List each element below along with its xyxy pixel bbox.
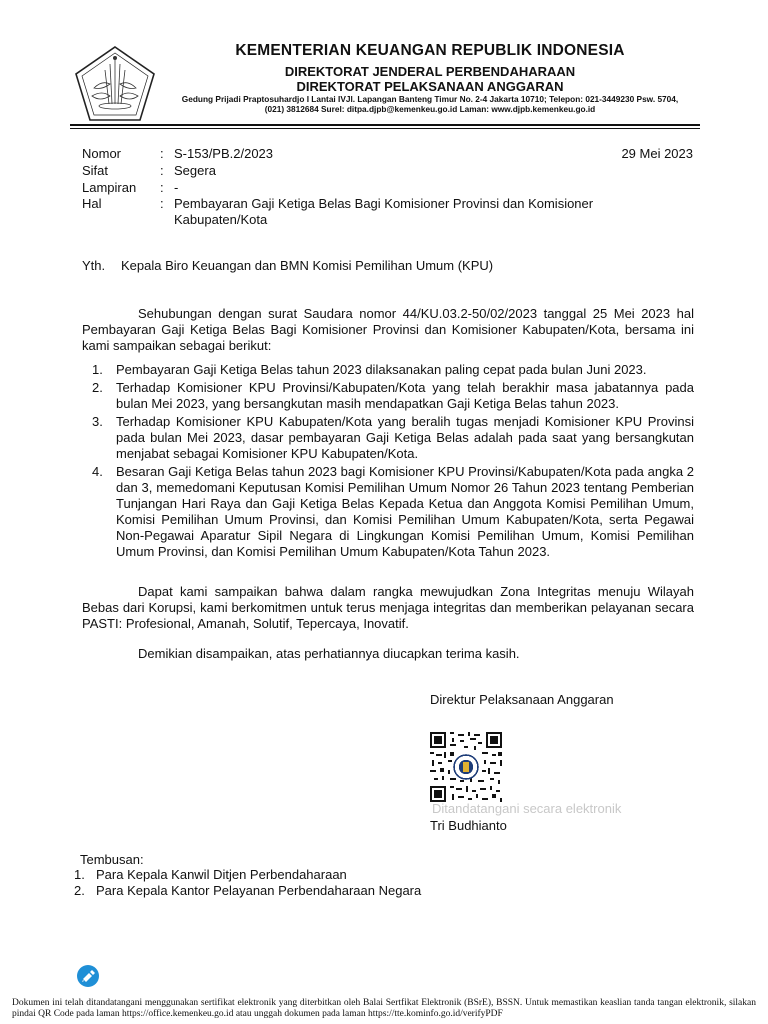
sifat-label: Sifat (82, 163, 109, 178)
cc-list (74, 867, 421, 899)
letter-date: 29 Mei 2023 (621, 146, 693, 161)
ministry-emblem-logo (72, 44, 158, 124)
ministry-name: KEMENTERIAN KEUANGAN REPUBLIK INDONESIA (235, 42, 625, 59)
sifat-colon: : (160, 163, 164, 178)
nomor-colon: : (160, 146, 164, 161)
list-item: 2. Para Kepala Kantor Pelayanan Perbendaharaan Negara (74, 883, 422, 898)
hal-value-line-2: Kabupaten/Kota (174, 212, 268, 227)
hal-value-line-1: Pembayaran Gaji Ketiga Belas Bagi Komisioner Provinsi dan Komisioner (174, 196, 594, 211)
directorate-general-name: DIREKTORAT JENDERAL PERBENDAHARAAN (284, 64, 576, 79)
recipient-prefix: Yth. (82, 258, 106, 273)
address-line-2: (021) 3812684 Surel: ditpa.djpb@kemenkeu.go.id Laman: www.djpb.kemenkeu.go.id (264, 104, 596, 114)
sifat-value: Segera (174, 163, 216, 178)
bsre-logo-icon (76, 964, 100, 988)
list-item: 4. Besaran Gaji Ketiga Belas tahun 2023 bagi Komisioner KPU Provinsi/Kabupaten/Kota pada angka 2 dan 3, memedomani Keputusan Komisi Pemilihan Umum Nomor 26 Tahun 2023 tentang Pemberian Tunjangan Hari Raya dan Gaji Ketiga Belas Kepada Ketua dan Anggota Komisi Pemilihan Umum, Komisi Pemilihan Umum Provinsi, dan Komisi Pemilihan Umum Kabupaten/Kota, serta Pegawai Non-Pegawai Aparatur Sipil Negara di Lingkungan Komisi Pemilihan Umum, Komisi Pemilihan Umum Provinsi, dan Komisi Pemilihan Umum Kabupaten/Kota Tahun 2023. (92, 464, 694, 559)
integrity-paragraph: Dapat kami sampaikan bahwa dalam rangka mewujudkan Zona Integritas menuju Wilayah Bebas dari Korupsi, kami berkomitmen untuk terus menjaga integritas dan memberikan pelayanan secara PASTI: Profesional, Amanah, Solutif, Tepercaya, Inovatif. (82, 584, 694, 631)
closing-paragraph: Demikian disampaikan, atas perhatiannya diucapkan terima kasih. (138, 646, 520, 661)
address-line-1: Gedung Prijadi Praptosuhardjo I Lantai IVJl. Lapangan Banteng Timur No. 2-4 Jakarta 10710; Telepon: 021-3449230 Psw. 5704, (181, 94, 679, 104)
signatory-title: Direktur Pelaksanaan Anggaran (430, 692, 614, 707)
hal-label: Hal (82, 196, 102, 211)
directorate-name: DIREKTORAT PELAKSANAAN ANGGARAN (296, 79, 564, 94)
lampiran-value: - (174, 180, 179, 195)
qr-code-signature[interactable] (430, 732, 502, 802)
letterhead-divider-thin (70, 128, 700, 129)
nomor-label: Nomor (82, 146, 122, 161)
list-item: 1. Para Kepala Kanwil Ditjen Perbendaharaan (74, 867, 347, 882)
footer-disclaimer: Dokumen ini telah ditandatangani menggunakan sertifikat elektronik yang diterbitkan oleh Balai Sertfikat Elektronik (BSrE), BSSN. Untuk memastikan keaslian tanda tangan elektronik, silakan pindai QR Code pada laman https://office.kemenkeu.go.id atau unggah dokumen pada laman https://tte.kominfo.go.id/verifyPDF (12, 998, 756, 1019)
list-item: 3. Terhadap Komisioner KPU Kabupaten/Kota yang beralih tugas menjadi Komisioner KPU Provinsi pada bulan Mei 2023, dasar pembayaran Gaji Ketiga Belas adalah pada saat yang bersangkutan menjabat sebagai Komisioner KPU Kabupaten/Kota. (92, 414, 694, 461)
recipient-name: Kepala Biro Keuangan dan BMN Komisi Pemilihan Umum (KPU) (121, 258, 494, 273)
signatory-name: Tri Budhianto (430, 818, 507, 833)
cc-label: Tembusan: (80, 852, 144, 867)
intro-paragraph: Sehubungan dengan surat Saudara nomor 44/KU.03.2-50/02/2023 tanggal 25 Mei 2023 hal Pembayaran Gaji Ketiga Belas Bagi Komisioner Provinsi dan Komisioner Kabupaten/Kota, bersama ini kami sampaikan sebagai berikut: (82, 306, 694, 353)
electronic-signature-note: Ditandatangani secara elektronik (432, 801, 622, 816)
nomor-value: S-153/PB.2/2023 (174, 146, 274, 161)
list-item: 2. Terhadap Komisioner KPU Provinsi/Kabupaten/Kota yang telah berakhir masa jabatannya pada bulan Mei 2023, yang bersangkutan masih mendapatkan Gaji Ketiga Belas tahun 2023. (92, 380, 694, 411)
points-list (82, 362, 694, 562)
letterhead-divider (70, 124, 700, 126)
lampiran-colon: : (160, 180, 164, 195)
list-item: 1. Pembayaran Gaji Ketiga Belas tahun 2023 dilaksanakan paling cepat pada bulan Juni 2023. (92, 362, 647, 377)
lampiran-label: Lampiran (82, 180, 137, 195)
hal-colon: : (160, 196, 164, 211)
